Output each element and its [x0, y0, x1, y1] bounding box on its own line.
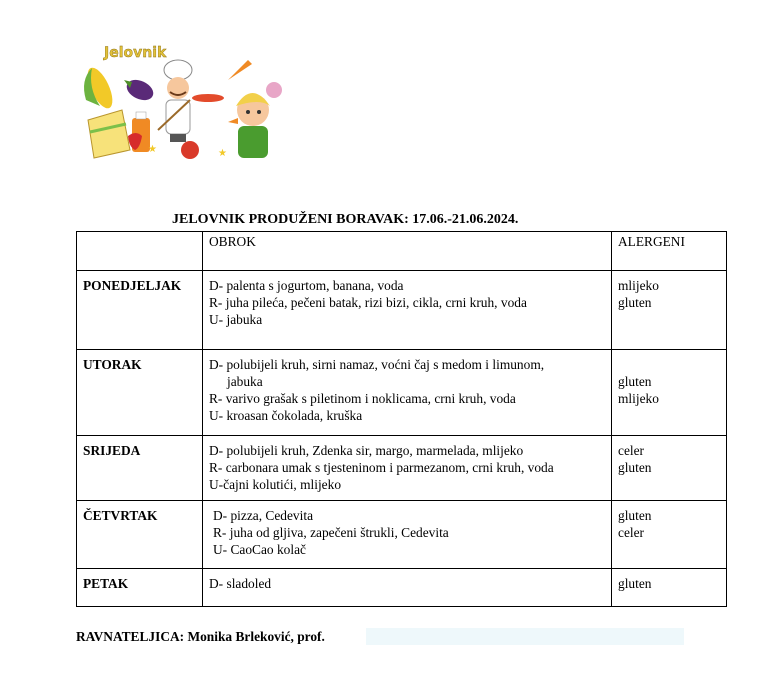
allergen-item [618, 356, 720, 373]
meal-line: U- kroasan čokolada, kruška [209, 408, 363, 423]
allergen-cell [612, 350, 727, 436]
meal-line: jabuka [227, 374, 263, 389]
header-allergens: ALERGENI [612, 232, 727, 271]
svg-text:★: ★ [148, 144, 157, 155]
meal-line: D- sladoled [209, 576, 272, 591]
meal-line: U- CaoCao kolač [213, 542, 306, 557]
allergen-item: gluten [618, 460, 652, 475]
chef-icon [158, 60, 224, 142]
meal-line: R- carbonara umak s tjesteninom i parmezanom, crni kruh, voda [209, 460, 554, 475]
table-row [77, 501, 727, 569]
table-row [77, 436, 727, 501]
day-label: UTORAK [77, 350, 203, 436]
corn-icon [83, 64, 118, 111]
allergen-cell [612, 501, 727, 569]
day-label: ČETVRTAK [77, 501, 203, 569]
principal-signature: RAVNATELJICA: Monika Brleković, prof. [76, 628, 684, 645]
meal-cell [203, 501, 612, 569]
day-label: PETAK [77, 569, 203, 607]
table-row [77, 271, 727, 350]
allergen-cell [612, 271, 727, 350]
svg-text:★: ★ [218, 148, 227, 159]
allergen-cell [612, 436, 727, 501]
allergen-item: mlijeko [618, 278, 659, 293]
meal-line: R- juha pileća, pečeni batak, rizi bizi, cikla, crni kruh, voda [209, 295, 527, 310]
allergen-item: mlijeko [618, 391, 659, 406]
allergen-item: gluten [618, 576, 652, 591]
table-header-row [77, 232, 727, 271]
meal-line: U- jabuka [209, 312, 263, 327]
meal-cell [203, 436, 612, 501]
onion-icon [266, 82, 282, 98]
allergen-item: gluten [618, 374, 652, 389]
table-row [77, 350, 727, 436]
sandwich-icon [88, 110, 130, 158]
eggplant-icon [124, 76, 157, 104]
meal-cell [203, 271, 612, 350]
table-row [77, 569, 727, 607]
allergen-item: celer [618, 443, 645, 458]
meal-line: D- polubijeli kruh, sirni namaz, voćni čaj s medom i limunom, [209, 357, 545, 372]
tomato-icon [181, 141, 199, 159]
meal-line: D- pizza, Cedevita [213, 508, 314, 523]
page-title: JELOVNIK PRODUŽENI BORAVAK: 17.06.-21.06.2024. [172, 212, 519, 227]
allergen-item: gluten [618, 295, 652, 310]
logo-text: Jelovnik [104, 45, 167, 61]
menu-table [76, 231, 727, 607]
allergen-cell [612, 569, 727, 607]
header-day [77, 232, 203, 271]
carrot-icon [228, 60, 252, 80]
allergen-item: celer [618, 525, 645, 540]
day-label: SRIJEDA [77, 436, 203, 501]
meal-line: U-čajni kolutići, mlijeko [209, 477, 342, 492]
boy-icon [228, 93, 270, 158]
header-meal: OBROK [203, 232, 612, 271]
meal-cell [203, 569, 612, 607]
meal-cell [203, 350, 612, 436]
day-label: PONEDJELJAK [77, 271, 203, 350]
meal-line: D- palenta s jogurtom, banana, voda [209, 278, 404, 293]
jelovnik-logo [78, 40, 288, 170]
meal-line: R- varivo grašak s piletinom i noklicama, crni kruh, voda [209, 391, 516, 406]
allergen-item: gluten [618, 508, 652, 523]
meal-line: R- juha od gljiva, zapečeni štrukli, Cedevita [213, 525, 449, 540]
meal-line: D- polubijeli kruh, Zdenka sir, margo, marmelada, mlijeko [209, 443, 524, 458]
